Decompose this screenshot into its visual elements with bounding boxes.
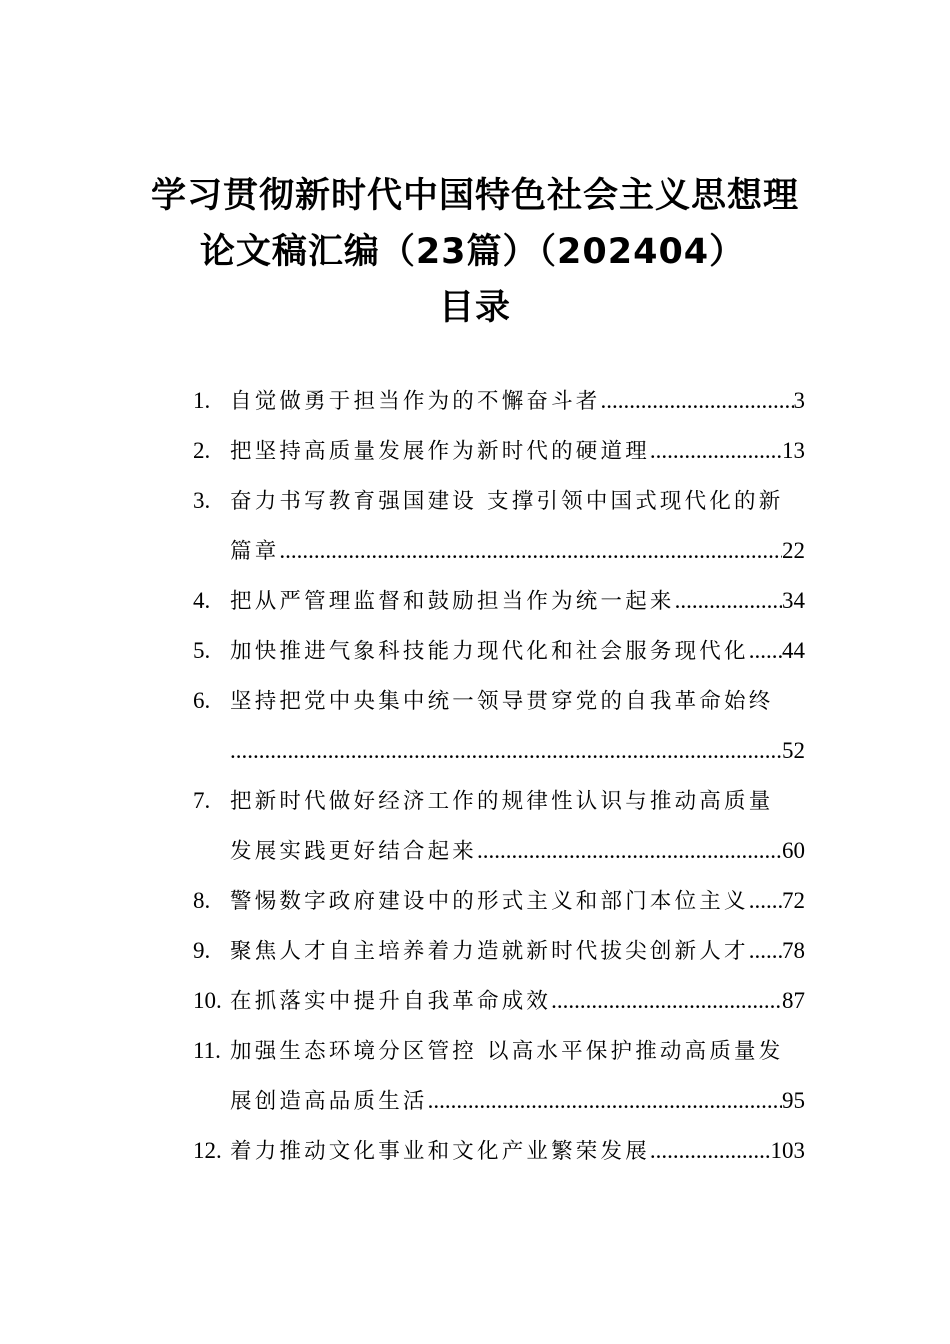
toc-line [193, 976, 805, 1026]
toc-line [193, 476, 805, 526]
toc-page-number: 60 [782, 838, 805, 863]
toc-line [193, 426, 805, 476]
toc-entry-number: 6. [193, 688, 211, 713]
toc-entry-title: 加强生态环境分区管控 以高水平保护推动高质量发 [230, 1039, 784, 1064]
toc-line [193, 1026, 805, 1076]
toc-entry-number: 8. [193, 888, 211, 913]
toc-leader-dots [675, 576, 782, 626]
toc-line [193, 626, 805, 676]
toc-entry[interactable] [193, 626, 805, 676]
toc-leader-dots [551, 976, 782, 1026]
toc-entry[interactable] [193, 776, 805, 876]
toc-line [193, 676, 805, 726]
toc-entry-number: 4. [193, 588, 211, 613]
toc-entry-title: 把坚持高质量发展作为新时代的硬道理 [230, 439, 650, 464]
toc-page-number: 13 [782, 438, 805, 463]
toc-leader-dots [428, 1076, 782, 1126]
toc-page-number: 34 [782, 588, 805, 613]
toc-entry-number: 3. [193, 488, 211, 513]
toc-page-number: 72 [782, 888, 805, 913]
toc-line [193, 1126, 805, 1176]
toc-entry-number: 9. [193, 938, 211, 963]
toc-line [193, 726, 805, 776]
toc-line [193, 926, 805, 976]
toc-leader-dots [230, 726, 782, 776]
toc-entry-title: 坚持把党中央集中统一领导贯穿党的自我革命始终 [230, 689, 774, 714]
document-title [0, 168, 950, 336]
toc-page-number: 78 [782, 938, 805, 963]
toc-entry-number: 11. [193, 1038, 221, 1063]
toc-leader-dots [749, 626, 782, 676]
toc-leader-dots [279, 526, 782, 576]
toc-entry[interactable] [193, 476, 805, 576]
toc-entry[interactable] [193, 676, 805, 776]
toc-entry[interactable] [193, 926, 805, 976]
toc-entry-title: 着力推动文化事业和文化产业繁荣发展 [230, 1139, 650, 1164]
toc-leader-dots [477, 826, 782, 876]
toc-entry-title: 自觉做勇于担当作为的不懈奋斗者 [230, 389, 601, 414]
toc-entry-title: 篇章 [230, 539, 280, 564]
toc-page-number: 3 [793, 388, 805, 413]
toc-entry[interactable] [193, 1126, 805, 1176]
toc-leader-dots [650, 426, 782, 476]
toc-entry[interactable] [193, 576, 805, 626]
toc-entry-title: 发展实践更好结合起来 [230, 839, 478, 864]
toc-entry-title: 奋力书写教育强国建设 支撑引领中国式现代化的新 [230, 489, 784, 514]
toc-page-number: 103 [770, 1138, 805, 1163]
toc-page-number: 52 [782, 738, 805, 763]
title-line-2: 论文稿汇编（23篇）（202404） [199, 232, 746, 272]
title-line-1: 学习贯彻新时代中国特色社会主义思想理 [150, 176, 799, 216]
toc-leader-dots [749, 926, 782, 976]
toc-entry-title: 聚焦人才自主培养着力造就新时代拔尖创新人才 [230, 939, 749, 964]
toc-entry-number: 10. [193, 988, 222, 1013]
toc-entry[interactable] [193, 376, 805, 426]
toc-heading: 目录 [438, 288, 511, 328]
toc-entry-number: 5. [193, 638, 211, 663]
toc-entry-number: 1. [193, 388, 211, 413]
toc-entry-title: 把新时代做好经济工作的规律性认识与推动高质量 [230, 789, 774, 814]
toc-entry[interactable] [193, 876, 805, 926]
toc-entry[interactable] [193, 976, 805, 1026]
toc-line [193, 1076, 805, 1126]
toc-page-number: 87 [782, 988, 805, 1013]
toc-entry-title: 把从严管理监督和鼓励担当作为统一起来 [230, 589, 675, 614]
toc-line [193, 876, 805, 926]
toc-line [193, 776, 805, 826]
toc-leader-dots [650, 1126, 771, 1176]
toc-entry-number: 2. [193, 438, 211, 463]
table-of-contents [193, 376, 805, 1176]
toc-entry-title: 在抓落实中提升自我革命成效 [230, 989, 552, 1014]
toc-page-number: 44 [782, 638, 805, 663]
toc-entry[interactable] [193, 1026, 805, 1126]
toc-line [193, 376, 805, 426]
toc-line [193, 576, 805, 626]
toc-line [193, 526, 805, 576]
toc-entry-number: 12. [193, 1138, 222, 1163]
toc-entry-title: 警惕数字政府建设中的形式主义和部门本位主义 [230, 889, 749, 914]
toc-leader-dots [601, 376, 794, 426]
toc-entry-title: 加快推进气象科技能力现代化和社会服务现代化 [230, 639, 749, 664]
toc-entry-title: 展创造高品质生活 [230, 1089, 428, 1114]
toc-entry[interactable] [193, 426, 805, 476]
toc-page-number: 22 [782, 538, 805, 563]
toc-line [193, 826, 805, 876]
toc-page-number: 95 [782, 1088, 805, 1113]
toc-entry-number: 7. [193, 788, 211, 813]
toc-leader-dots [749, 876, 782, 926]
